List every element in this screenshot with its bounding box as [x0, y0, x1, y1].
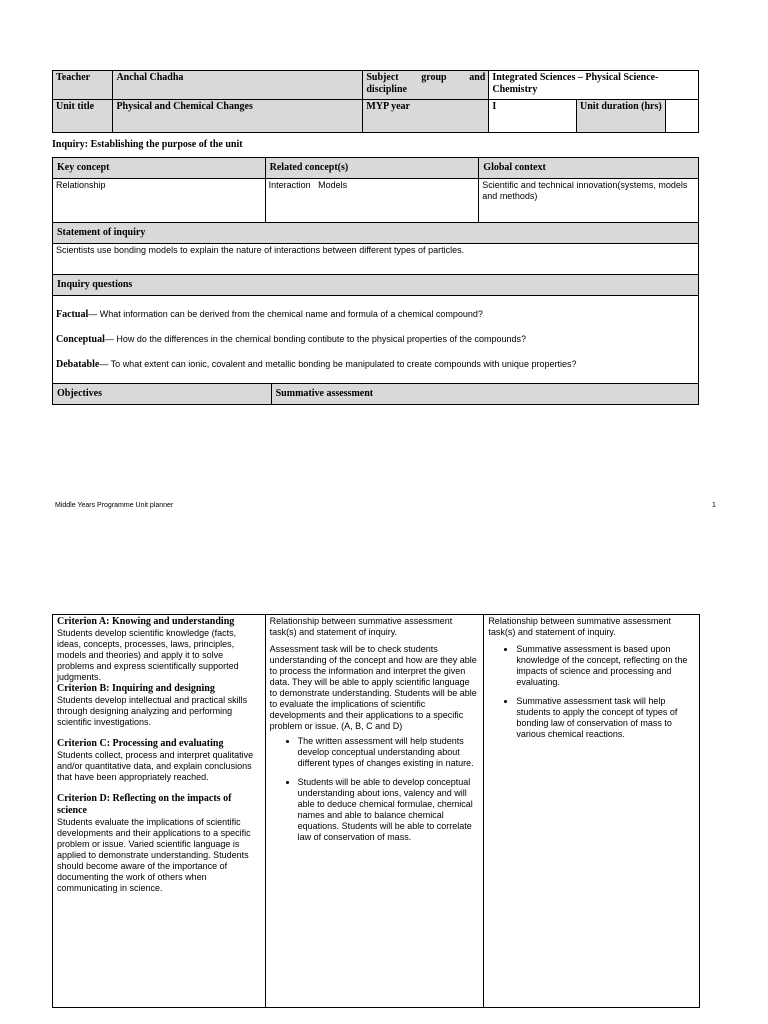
right-heading: Relationship between summative assessment task(s) and statement of inquiry.: [488, 616, 671, 637]
debatable-question: [56, 358, 695, 371]
middle-heading: Relationship between summative assessment task(s) and statement of inquiry.: [269, 616, 453, 637]
criterion-a-title: Criterion A: Knowing and understanding: [57, 616, 235, 627]
inquiry-table: [52, 157, 699, 405]
objectives-table: [52, 614, 700, 1008]
global-context-value: Scientific and technical innovation(systems, models and methods): [479, 179, 699, 223]
teacher-label: Teacher: [53, 71, 113, 100]
global-context-header: Global context: [479, 158, 699, 179]
unit-duration-value: [665, 100, 698, 133]
key-concept-header: Key concept: [53, 158, 266, 179]
unit-title-label: Unit title: [53, 100, 113, 133]
objectives-header: Objectives: [53, 384, 272, 405]
debatable-label: Debatable: [56, 359, 100, 370]
criterion-d-text: Students evaluate the implications of scientific developments and their applications to a specific problem or issue. Varied scientific language is applied to demonstrate understanding. Students should become aware of the importance of documenting the work of others when communicating in science.: [57, 817, 251, 893]
subject-label: Subject group and discipline: [363, 71, 489, 100]
teacher-value: Anchal Chadha: [113, 71, 363, 100]
myp-year-value: I: [489, 100, 577, 133]
conceptual-text: — How do the differences in the chemical bonding contibute to the physical properties of the compounds?: [104, 334, 526, 344]
footer-title: Middle Years Programme Unit planner: [55, 502, 174, 509]
statement-of-inquiry-header: Statement of inquiry: [53, 223, 699, 244]
inquiry-questions-header: Inquiry questions: [53, 275, 699, 296]
criteria-column: [53, 615, 266, 1008]
criterion-c-text: Students collect, process and interpret qualitative and/or quantitative data, and explain conclusions that have been appropriately reached.: [57, 750, 254, 782]
conceptual-question: [56, 333, 695, 346]
summative-assessment-header: Summative assessment: [271, 384, 698, 405]
summative-middle-column: [265, 615, 484, 1008]
myp-year-label: MYP year: [363, 100, 489, 133]
key-concept-value: Relationship: [53, 179, 266, 223]
right-bullet-list: [488, 644, 695, 740]
unit-duration-label: Unit duration (hrs): [577, 100, 666, 133]
criterion-d: [57, 793, 261, 894]
debatable-text: — To what extent can ionic, covalent and metallic bonding be manipulated to create compounds with unique properties?: [99, 359, 577, 369]
related-concepts-header: Related concept(s): [265, 158, 479, 179]
conceptual-label: Conceptual: [56, 334, 105, 345]
statement-of-inquiry-value: Scientists use bonding models to explain the nature of interactions between different types of particles.: [53, 244, 699, 275]
inquiry-questions-body: [53, 296, 699, 384]
summative-right-column: [484, 615, 700, 1008]
factual-label: Factual: [56, 309, 89, 320]
related-concepts-value: Interaction Models: [265, 179, 479, 223]
page-number: 1: [712, 502, 716, 509]
criterion-b-text: Students develop intellectual and practical skills through designing analyzing and performing scientific investigations.: [57, 695, 248, 727]
factual-text: — What information can be derived from the chemical name and formula of a chemical compound?: [88, 309, 483, 319]
criterion-b-title: Criterion B: Inquiring and designing: [57, 683, 215, 694]
middle-bullet-list: [270, 736, 480, 843]
criterion-a: [57, 616, 261, 683]
right-bullet: • Summative assessment task will help students to apply the concept of types of bonding law of conservation of mass to various chemical reactions.: [516, 696, 695, 740]
middle-bullet: • Students will be able to develop conceptual understanding about ions, valency and will able to deduce chemical formulae, chemical names and able to balance chemical equations. Students will be able to correlate law of conservation of mass.: [298, 777, 480, 843]
criterion-a-text: Students develop scientific knowledge (facts, ideas, concepts, processes, laws, principles, models and theories) and apply it to solve problems and express scientifically supported judgments.: [57, 628, 239, 682]
right-bullet: • Summative assessment is based upon knowledge of the concept, reflecting on the impacts of science and processing and evaluating.: [516, 644, 695, 688]
criterion-d-title: Criterion D: Reflecting on the impacts of science: [57, 793, 232, 816]
criterion-c: [57, 738, 261, 783]
middle-bullet: • The written assessment will help students develop conceptual understanding about different types of changes existing in nature.: [298, 736, 480, 769]
criterion-c-title: Criterion C: Processing and evaluating: [57, 738, 224, 749]
unit-title-value: Physical and Chemical Changes: [113, 100, 363, 133]
inquiry-heading: Inquiry: Establishing the purpose of the unit: [52, 139, 243, 150]
subject-value: Integrated Sciences – Physical Science-Chemistry: [489, 71, 699, 100]
middle-paragraph: Assessment task will be to check students understanding of the concept and how are they able to process the information and interpret the given data. They will be able to apply scientific language to demonstrate understanding. Students will be able to evaluate the implications of scientific developments and their applications to a specific problem or issue. (A, B, C and D): [269, 644, 477, 731]
unit-header-table: [52, 70, 699, 133]
factual-question: [56, 308, 695, 321]
criterion-b: [57, 683, 261, 728]
